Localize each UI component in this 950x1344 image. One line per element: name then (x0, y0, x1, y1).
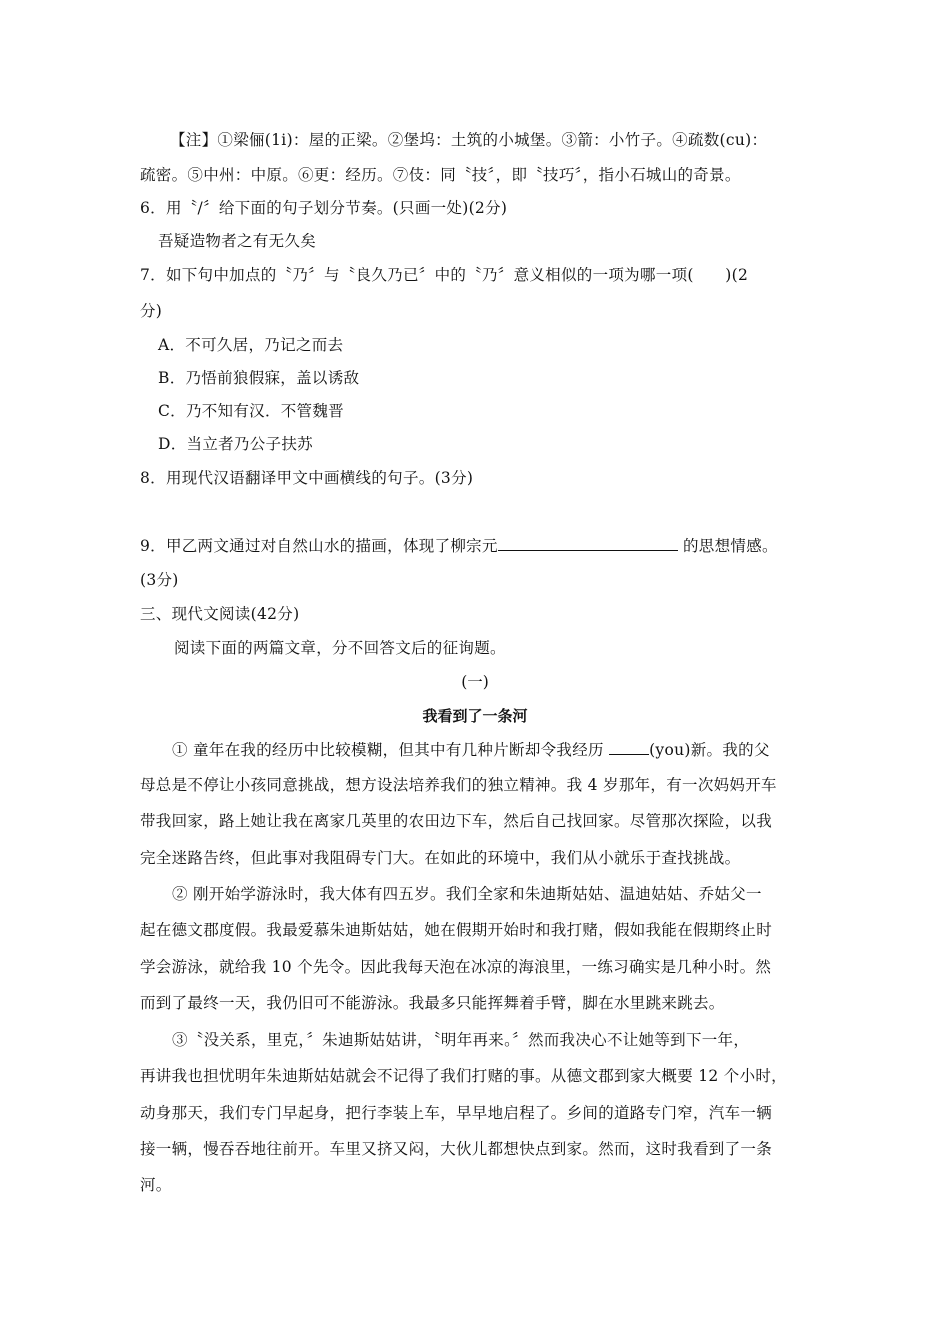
question-8-prompt: 8．用现代汉语翻译甲文中画横线的句子。(3分) (140, 469, 474, 487)
paragraph-3-line-1: ③〝没关系，里克，〞朱迪斯姑姑讲，〝明年再来。〞然而我决心不让她等到下一年， (172, 1031, 750, 1049)
paragraph-2-line-2: 起在德文郡度假。我最爱慕朱迪斯姑姑，她在假期开始时和我打赌，假如我能在假期终止时 (140, 921, 773, 939)
section-instruction: 阅读下面的两篇文章，分不回答文后的征询题。 (174, 639, 506, 657)
paragraph-2-line-1: ② 刚开始学游泳时，我大体有四五岁。我们全家和朱迪斯姑姑、温迪姑姑、乔姑父一 (172, 885, 762, 903)
question-7-option-b: B．乃悟前狼假寐，盖以诱敌 (158, 369, 360, 387)
question-7-option-a: A．不可久居，乃记之而去 (158, 336, 344, 354)
part-label: (一) (461, 673, 489, 691)
paragraph-3-line-3: 动身那天，我们专门早起身，把行李装上车，早早地启程了。乡间的道路专门窄，汽车一辆 (140, 1104, 773, 1122)
article-title: 我看到了一条河 (422, 707, 528, 725)
question-7-prompt-cont: 分) (140, 302, 163, 320)
paragraph-1-text-b: (you)新。我的父 (649, 741, 770, 759)
fill-blank (609, 739, 649, 755)
question-7-prompt: 7．如下句中加点的〝乃〞与〝良久乃已〞中的〝乃〞意义相似的一项为哪一项( )(2 (140, 266, 749, 284)
question-9-prompt-before: 9．甲乙两文通过对自然山水的描画，体现了柳宗元 (140, 537, 498, 555)
question-6-sentence: 吾疑造物者之有无久矣 (158, 232, 317, 250)
note-line-1: 【注】①梁俪(1i)：屋的正梁。②堡坞：土筑的小城堡。③箭：小竹子。④疏数(cu)： (170, 131, 768, 149)
paragraph-1-text-a: ① 童年在我的经历中比较模糊，但其中有几种片断却令我经历 (172, 741, 604, 759)
question-7-option-d: D．当立者乃公子扶苏 (158, 435, 313, 453)
question-9-prompt-after: 的思想情感。 (677, 537, 778, 555)
question-9-prompt (140, 535, 778, 556)
answer-blank (498, 535, 678, 551)
paragraph-3-line-2: 再讲我也担忧明年朱迪斯姑姑就会不记得了我们打赌的事。从德文郡到家大概要 12 个小时， (140, 1067, 787, 1085)
question-7-option-c: C．乃不知有汉．不管魏晋 (158, 402, 344, 420)
paragraph-3-line-5: 河。 (140, 1176, 172, 1194)
question-6-prompt: 6．用〝/〞给下面的句子划分节奏。(只画一处)(2分) (140, 199, 508, 217)
paragraph-1-line-4: 完全迷路告终，但此事对我阻碍专门大。在如此的环境中，我们从小就乐于查找挑战。 (140, 849, 741, 867)
paragraph-3-line-4: 接一辆，慢吞吞地往前开。车里又挤又闷，大伙儿都想快点到家。然而，这时我看到了一条 (140, 1140, 773, 1158)
section-heading: 三、现代文阅读(42分) (140, 605, 300, 623)
paragraph-1-line-3: 带我回家，路上她让我在离家几英里的农田边下车，然后自己找回家。尽管那次探险，以我 (140, 812, 773, 830)
paragraph-1-line-1 (172, 739, 770, 760)
paragraph-2-line-4: 而到了最终一天，我仍旧可不能游泳。我最多只能挥舞着手臂，脚在水里跳来跳去。 (140, 994, 725, 1012)
paragraph-2-line-3: 学会游泳，就给我 10 个先令。因此我每天泡在冰凉的海浪里，一练习确实是几种小时。然 (140, 958, 772, 976)
paragraph-1-line-2: 母总是不停让小孩同意挑战，想方设法培养我们的独立精神。我 4 岁那年，有一次妈妈开车 (140, 776, 777, 794)
note-line-2: 疏密。⑤中州：中原。⑥更：经历。⑦伎：同〝技〞，即〝技巧〞，指小石城山的奇景。 (140, 166, 741, 184)
question-9-score: (3分) (140, 571, 179, 589)
